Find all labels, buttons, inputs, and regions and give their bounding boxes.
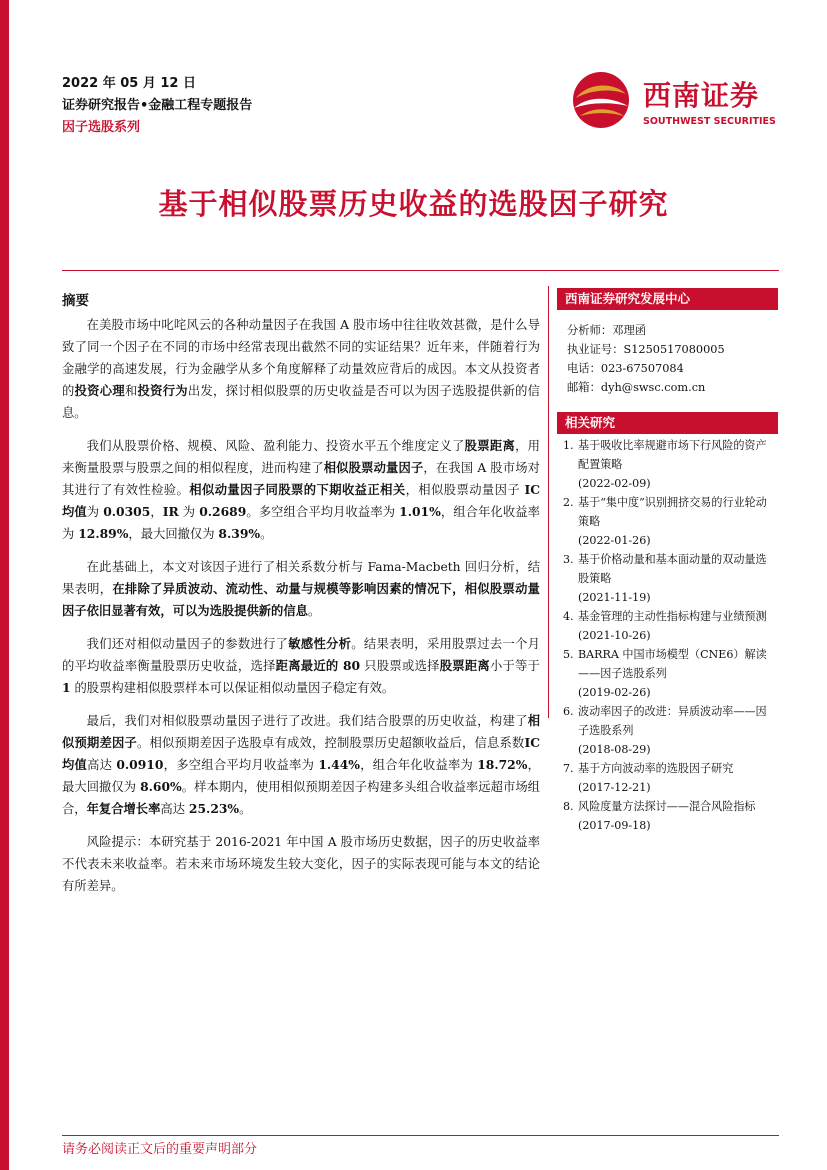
page-title: 基于相似股票历史收益的选股因子研究 xyxy=(158,187,669,221)
emphasis-text: 相似动量因子同股票的下期收益正相关 xyxy=(189,482,406,497)
body-text: 小于等于 xyxy=(489,659,540,673)
emphasis-text: 12.89% xyxy=(78,526,129,541)
abstract-paragraph xyxy=(62,314,540,424)
analyst-phone: 电话：023-67507084 xyxy=(567,362,684,375)
body-text: ，用来衡量股票与股票之间的相似程度，进而构建了 xyxy=(62,439,540,475)
research-center-heading: 西南证券研究发展中心 xyxy=(557,288,778,310)
related-item[interactable]: 1. 基于吸收比率规避市场下行风险的资产配置策略 (2022-02-09) xyxy=(563,439,767,490)
body-text: ，组合年化收益率为 xyxy=(62,505,540,541)
body-text: 在美股市场中叱咤风云的各种动量因子在我国 A 股市场中往往收效甚微，是什么导致了同一个因子在不同的市场中经常表现出截然不同的实证结果？近年来，伴随着行为金融学的高速发展，行为金融学从多个角度解释了动量效应背后的成因。本文从投资者的 xyxy=(62,318,540,398)
analyst-info xyxy=(567,321,725,397)
emphasis-text: 1.01% xyxy=(399,504,441,519)
emphasis-text: 距离最近的 80 xyxy=(275,658,361,673)
body-text: 。结果表明，采用股票过去一个月的平均收益率衡量股票历史收益，选择 xyxy=(62,637,540,673)
abstract-paragraph xyxy=(62,556,540,622)
abstract-paragraph xyxy=(62,435,540,545)
body-text: 在此基础上，本文对该因子进行了相关系数分析与 Fama-Macbeth 回归分析，结果表明， xyxy=(62,560,540,596)
report-series: 因子选股系列 xyxy=(62,120,141,135)
report-type: 证券研究报告•金融工程专题报告 xyxy=(62,98,253,113)
analyst-email: 邮箱：dyh@swsc.com.cn xyxy=(567,381,706,394)
logo-english-name: SOUTHWEST SECURITIES xyxy=(643,116,776,127)
risk-warning-paragraph xyxy=(62,831,540,897)
footer-disclaimer: 请务必阅读正文后的重要声明部分 xyxy=(62,1142,258,1157)
body-text: 只股票或选择 xyxy=(360,659,440,673)
emphasis-text: 相似预期差因子 xyxy=(62,713,540,750)
body-text: 。相似预期差因子选股卓有成效，控制股票历史超额收益后，信息系数 xyxy=(137,736,525,750)
abstract-body xyxy=(62,314,540,908)
body-text: 我们还对相似动量因子的参数进行了 xyxy=(86,637,289,651)
body-text: 我们从股票价格、规模、风险、盈利能力、投资水平五个维度定义了 xyxy=(86,439,465,453)
emphasis-text: IR xyxy=(162,504,179,519)
emphasis-text: 敏感性分析 xyxy=(288,636,352,651)
analyst-name: 分析师：邓理函 xyxy=(567,324,647,337)
body-text: ，多空组合平均月收益率为 xyxy=(163,758,319,772)
related-item[interactable]: 5. BARRA 中国市场模型（CNE6）解读——因子选股系列 (2019-02-26) xyxy=(563,648,767,699)
body-text: 。 xyxy=(260,527,273,541)
emphasis-text: 0.0305 xyxy=(103,504,151,519)
emphasis-text: 1 xyxy=(62,680,71,695)
body-text: 出发，探讨相似股票的历史收益是否可以为因子选股提供新的信息。 xyxy=(62,384,540,420)
body-text: 。样本期内，使用相似预期差因子构建多头组合收益率远超市场组合， xyxy=(62,780,540,816)
body-text: 为 xyxy=(178,505,200,519)
emphasis-text: IC 均值 xyxy=(62,735,540,772)
body-text: 高达 xyxy=(160,802,189,816)
emphasis-text: 相似股票动量因子 xyxy=(323,460,424,475)
emphasis-text: 0.0910 xyxy=(116,757,164,772)
body-text: ，最大回撤仅为 xyxy=(62,758,540,794)
related-item[interactable]: 7. 基于方向波动率的选股因子研究 (2017-12-21) xyxy=(563,762,734,794)
emphasis-text: 8.39% xyxy=(218,526,261,541)
logo-chinese-name: 西南证券 xyxy=(643,79,760,112)
analyst-license: 执业证号：S1250517080005 xyxy=(567,343,725,356)
related-item[interactable]: 6. 波动率因子的改进：异质波动率——因子选股系列 (2018-08-29) xyxy=(563,705,767,756)
body-text: 。多空组合平均月收益率为 xyxy=(246,505,400,519)
emphasis-text: 股票距离 xyxy=(464,438,516,453)
related-research-heading: 相关研究 xyxy=(557,412,778,434)
body-text: ，相似股票动量因子 xyxy=(405,483,525,497)
emphasis-text: 股票距离 xyxy=(439,658,490,673)
body-text: 高达 xyxy=(87,758,117,772)
report-date: 2022 年 05 月 12 日 xyxy=(62,76,196,91)
sidebar-divider xyxy=(548,286,549,718)
related-item[interactable]: 4. 基金管理的主动性指标构建与业绩预测 (2021-10-26) xyxy=(563,610,767,642)
emphasis-text: 18.72% xyxy=(477,757,528,772)
related-item[interactable]: 2. 基于“集中度”识别拥挤交易的行业轮动策略 (2022-01-26) xyxy=(563,496,767,547)
body-text: ，最大回撤仅为 xyxy=(128,527,219,541)
body-text: ，组合年化收益率为 xyxy=(359,758,478,772)
emphasis-text: IC 均值 xyxy=(62,482,540,519)
title-divider xyxy=(62,270,779,271)
body-text: 。 xyxy=(307,604,321,618)
body-text: 和 xyxy=(124,384,138,398)
emphasis-text: 1.44% xyxy=(318,757,360,772)
emphasis-text: 投资行为 xyxy=(137,383,188,398)
abstract-paragraph xyxy=(62,633,540,699)
body-text: 风险提示：本研究基于 2016-2021 年中国 A 股市场历史数据，因子的历史收益率不代表未来收益率。若未来市场环境发生较大变化，因子的实际表现可能与本文的结论有所差异。 xyxy=(62,835,540,893)
related-item[interactable]: 8. 风险度量方法探讨——混合风险指标 (2017-09-18) xyxy=(563,800,756,832)
emphasis-text: 年复合增长率 xyxy=(86,801,161,816)
body-text: 。 xyxy=(239,802,252,816)
emphasis-text: 8.60% xyxy=(140,779,182,794)
abstract-paragraph xyxy=(62,710,540,820)
related-research-list xyxy=(563,436,777,835)
abstract-heading: 摘要 xyxy=(62,293,89,309)
emphasis-text: 0.2689 xyxy=(199,504,247,519)
body-text: ，在我国 A 股市场对其进行了有效性检验。 xyxy=(62,461,540,497)
emphasis-text: 在排除了异质波动、流动性、动量与规模等影响因素的情况下，相似股票动量因子依旧显著有效，可以为选股提供新的信息 xyxy=(62,581,540,618)
emphasis-text: 25.23% xyxy=(188,801,240,816)
body-text: 最后，我们对相似股票动量因子进行了改进。我们结合股票的历史收益，构建了 xyxy=(86,714,528,728)
left-accent-bar xyxy=(0,0,9,1170)
body-text: 为 xyxy=(86,505,104,519)
emphasis-text: 投资心理 xyxy=(74,383,125,398)
related-item[interactable]: 3. 基于价格动量和基本面动量的双动量选股策略 (2021-11-19) xyxy=(563,553,767,604)
footer-divider xyxy=(62,1135,779,1136)
body-text: ， xyxy=(150,505,163,519)
body-text: 的股票构建相似股票样本可以保证相似动量因子稳定有效。 xyxy=(70,681,395,695)
